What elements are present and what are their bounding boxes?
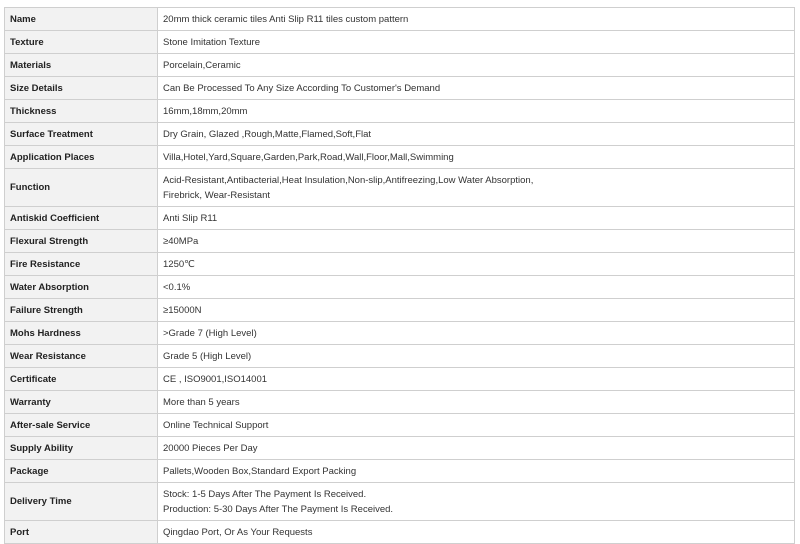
spec-value bbox=[158, 368, 795, 391]
table-row bbox=[5, 483, 795, 521]
spec-value-line: Qingdao Port, Or As Your Requests bbox=[163, 526, 313, 538]
spec-label: Thickness bbox=[5, 100, 158, 123]
table-row bbox=[5, 54, 795, 77]
spec-value-line: Online Technical Support bbox=[163, 419, 269, 431]
spec-value bbox=[158, 521, 795, 544]
spec-value-line: ≥15000N bbox=[163, 304, 202, 316]
spec-value-line: 1250℃ bbox=[163, 258, 195, 270]
table-row bbox=[5, 521, 795, 544]
spec-value-line: 20000 Pieces Per Day bbox=[163, 442, 258, 454]
spec-label: Name bbox=[5, 8, 158, 31]
spec-value bbox=[158, 100, 795, 123]
spec-label: Size Details bbox=[5, 77, 158, 100]
spec-value bbox=[158, 276, 795, 299]
table-row bbox=[5, 460, 795, 483]
table-row bbox=[5, 169, 795, 207]
spec-label: Water Absorption bbox=[5, 276, 158, 299]
table-row bbox=[5, 31, 795, 54]
spec-label: Application Places bbox=[5, 146, 158, 169]
table-row bbox=[5, 322, 795, 345]
spec-label: Supply Ability bbox=[5, 437, 158, 460]
table-row bbox=[5, 123, 795, 146]
spec-label: Flexural Strength bbox=[5, 230, 158, 253]
spec-value bbox=[158, 299, 795, 322]
spec-label: Failure Strength bbox=[5, 299, 158, 322]
spec-label: Texture bbox=[5, 31, 158, 54]
spec-value bbox=[158, 77, 795, 100]
spec-value-line: >Grade 7 (High Level) bbox=[163, 327, 257, 339]
spec-label: Warranty bbox=[5, 391, 158, 414]
spec-value bbox=[158, 391, 795, 414]
spec-label: Antiskid Coefficient bbox=[5, 207, 158, 230]
spec-label: Certificate bbox=[5, 368, 158, 391]
spec-value-line: Firebrick, Wear-Resistant bbox=[163, 189, 270, 201]
spec-value-line: Production: 5-30 Days After The Payment Is Received. bbox=[163, 503, 394, 515]
spec-label: Package bbox=[5, 460, 158, 483]
spec-value bbox=[158, 437, 795, 460]
spec-value bbox=[158, 207, 795, 230]
spec-value bbox=[158, 31, 795, 54]
spec-value-line: CE , ISO9001,ISO14001 bbox=[163, 373, 268, 385]
spec-value bbox=[158, 146, 795, 169]
spec-value bbox=[158, 414, 795, 437]
table-row bbox=[5, 299, 795, 322]
spec-label: Function bbox=[5, 169, 158, 207]
spec-value-line: Stone Imitation Texture bbox=[163, 36, 260, 48]
table-row bbox=[5, 100, 795, 123]
table-row bbox=[5, 276, 795, 299]
spec-value-line: Can Be Processed To Any Size According To Customer's Demand bbox=[163, 82, 441, 94]
spec-label: Surface Treatment bbox=[5, 123, 158, 146]
spec-value bbox=[158, 345, 795, 368]
spec-label: Mohs Hardness bbox=[5, 322, 158, 345]
spec-value-line: Pallets,Wooden Box,Standard Export Packing bbox=[163, 465, 357, 477]
spec-value bbox=[158, 322, 795, 345]
table-row bbox=[5, 146, 795, 169]
specification-table bbox=[4, 7, 795, 544]
spec-value-line: Grade 5 (High Level) bbox=[163, 350, 252, 362]
table-row bbox=[5, 230, 795, 253]
spec-value bbox=[158, 54, 795, 77]
spec-value bbox=[158, 8, 795, 31]
table-row bbox=[5, 437, 795, 460]
spec-value-line: Dry Grain, Glazed ,Rough,Matte,Flamed,Soft,Flat bbox=[163, 128, 372, 140]
spec-value bbox=[158, 253, 795, 276]
table-row bbox=[5, 8, 795, 31]
spec-value-line: Anti Slip R11 bbox=[163, 212, 218, 224]
table-row bbox=[5, 414, 795, 437]
spec-value bbox=[158, 169, 795, 207]
spec-value-line: More than 5 years bbox=[163, 396, 240, 408]
spec-label: Wear Resistance bbox=[5, 345, 158, 368]
table-row bbox=[5, 253, 795, 276]
spec-label: Port bbox=[5, 521, 158, 544]
spec-label: Fire Resistance bbox=[5, 253, 158, 276]
table-row bbox=[5, 207, 795, 230]
spec-value-line: Stock: 1-5 Days After The Payment Is Received. bbox=[163, 488, 367, 500]
specification-table-body bbox=[5, 8, 795, 544]
spec-value-line: Acid-Resistant,Antibacterial,Heat Insulation,Non-slip,Antifreezing,Low Water Absorption, bbox=[163, 174, 534, 186]
spec-value bbox=[158, 123, 795, 146]
spec-value-line: ≥40MPa bbox=[163, 235, 199, 247]
spec-label: Delivery Time bbox=[5, 483, 158, 521]
spec-value bbox=[158, 483, 795, 521]
spec-label: Materials bbox=[5, 54, 158, 77]
spec-value-line: Porcelain,Ceramic bbox=[163, 59, 241, 71]
table-row bbox=[5, 391, 795, 414]
spec-value bbox=[158, 460, 795, 483]
table-row bbox=[5, 77, 795, 100]
spec-label: After-sale Service bbox=[5, 414, 158, 437]
spec-value-line: 20mm thick ceramic tiles Anti Slip R11 tiles custom pattern bbox=[163, 13, 409, 25]
spec-value bbox=[158, 230, 795, 253]
spec-value-line: <0.1% bbox=[163, 281, 191, 293]
table-row bbox=[5, 368, 795, 391]
spec-value-line: 16mm,18mm,20mm bbox=[163, 105, 248, 117]
table-row bbox=[5, 345, 795, 368]
spec-value-line: Villa,Hotel,Yard,Square,Garden,Park,Road,Wall,Floor,Mall,Swimming bbox=[163, 151, 454, 163]
